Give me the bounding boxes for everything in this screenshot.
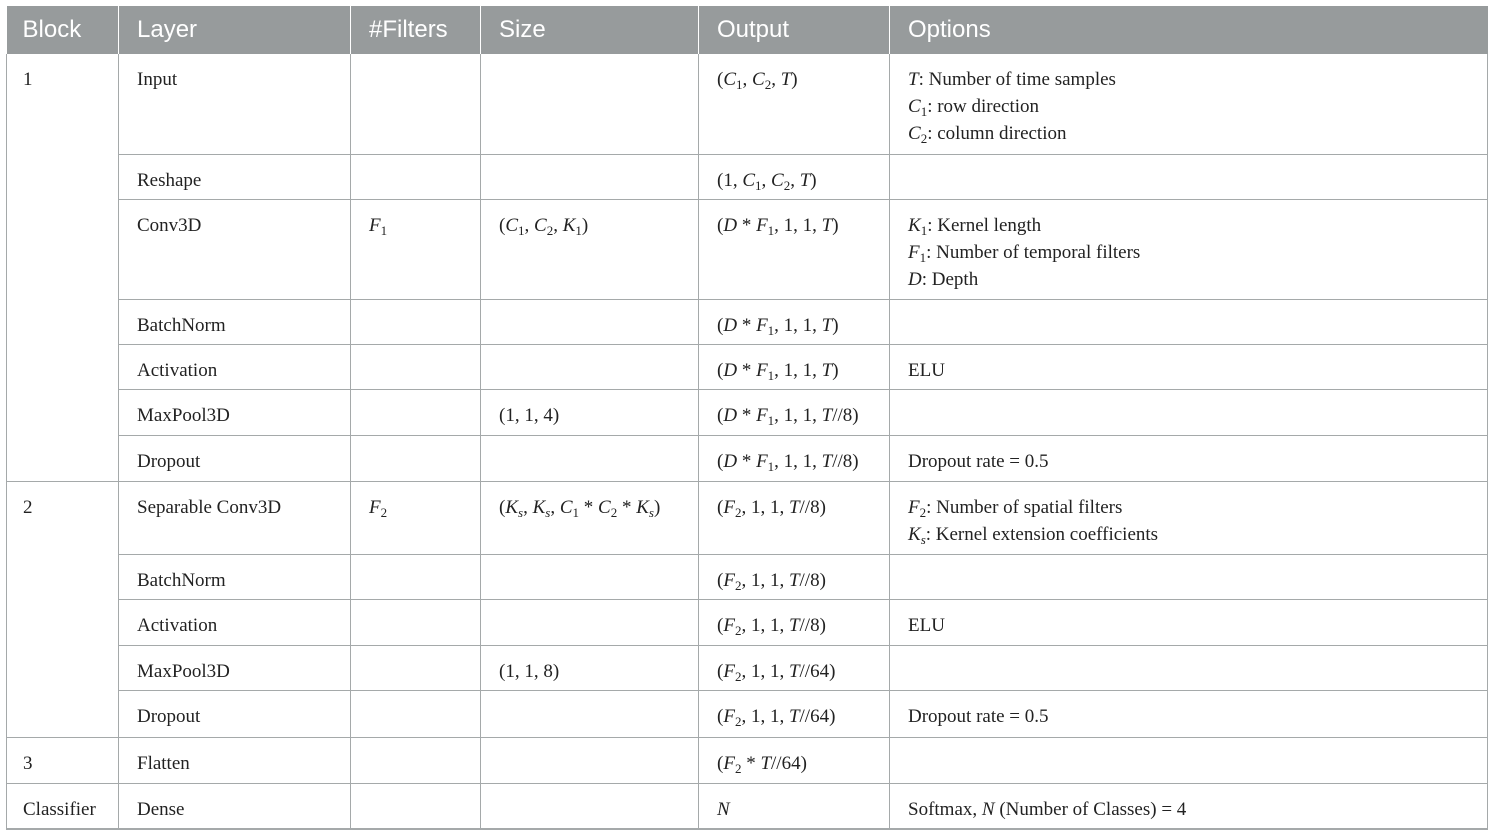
options-cell <box>890 435 1488 481</box>
table-row <box>7 690 1488 737</box>
output-cell: ($F_2$, 1, 1, T//8) <box>699 599 890 645</box>
options-cell <box>890 645 1488 690</box>
table-row <box>7 154 1488 199</box>
table-row <box>7 54 1488 154</box>
options-cell <box>890 199 1488 299</box>
output-cell: ($D * F_1$, 1, 1, T) <box>699 344 890 389</box>
layer-cell: MaxPool3D <box>119 645 351 690</box>
table-row <box>7 435 1488 481</box>
size-cell <box>481 599 699 645</box>
size-cell: ($K_s$, $K_s$, $C_1 * C_2 * K_s$) <box>481 481 699 554</box>
filters-cell <box>351 737 481 783</box>
filters-cell <box>351 690 481 737</box>
architecture-table <box>6 6 1488 830</box>
options-cell <box>890 344 1488 389</box>
output-cell: ($F_2$, 1, 1, T//64) <box>699 690 890 737</box>
size-cell <box>481 344 699 389</box>
table-row <box>7 645 1488 690</box>
layer-cell: Dropout <box>119 435 351 481</box>
header-output: Output <box>699 6 890 54</box>
table-row <box>7 783 1488 829</box>
option-line: $C_2$: column direction <box>908 123 1067 146</box>
option-line: ELU <box>908 359 945 381</box>
layer-cell: Reshape <box>119 154 351 199</box>
size-cell <box>481 783 699 829</box>
output-cell: ($F_2$, 1, 1, T//64) <box>699 645 890 690</box>
options-cell <box>890 299 1488 344</box>
table-row <box>7 199 1488 299</box>
filters-cell: $F_2$ <box>351 481 481 554</box>
options-cell <box>890 599 1488 645</box>
option-line: $F_1$: Number of temporal filters <box>908 241 1141 265</box>
block-cell: 1 <box>7 54 119 481</box>
output-cell: ($D * F_1$, 1, 1, T//8) <box>699 435 890 481</box>
size-cell <box>481 54 699 154</box>
options-cell <box>890 389 1488 435</box>
table-header <box>7 6 1488 54</box>
table-row <box>7 481 1488 554</box>
block-cell: 3 <box>7 737 119 783</box>
output-cell: ($F_2$, 1, 1, T//8) <box>699 481 890 554</box>
filters-cell <box>351 645 481 690</box>
options-cell <box>890 54 1488 154</box>
output-cell: $(F_2 * T//64)$ <box>699 737 890 783</box>
layer-cell: BatchNorm <box>119 554 351 599</box>
layer-cell: Activation <box>119 599 351 645</box>
layer-cell: Input <box>119 54 351 154</box>
layer-cell: Flatten <box>119 737 351 783</box>
header-size: Size <box>481 6 699 54</box>
filters-cell <box>351 599 481 645</box>
block-cell: 2 <box>7 481 119 737</box>
options-cell <box>890 690 1488 737</box>
option-line: $K_s$: Kernel extension coefficients <box>908 523 1159 547</box>
output-cell: (1, $C_1$, $C_2$, T) <box>699 154 890 199</box>
layer-cell: Activation <box>119 344 351 389</box>
option-line: Softmax, N (Number of Classes) = 4 <box>908 798 1187 820</box>
header-layer: Layer <box>119 6 351 54</box>
header-filters: #Filters <box>351 6 481 54</box>
filters-cell <box>351 389 481 435</box>
table-row <box>7 344 1488 389</box>
table-body <box>7 54 1488 829</box>
size-cell: ($C_1$, $C_2$, $K_1$) <box>481 199 699 299</box>
option-line: $C_1$: row direction <box>908 96 1040 119</box>
filters-cell <box>351 299 481 344</box>
option-line: ELU <box>908 614 945 636</box>
size-cell <box>481 554 699 599</box>
output-cell: ($C_1$, $C_2$, T) <box>699 54 890 154</box>
output-cell: N <box>699 783 890 829</box>
size-cell <box>481 299 699 344</box>
layer-cell: Dense <box>119 783 351 829</box>
option-line: T: Number of time samples <box>908 69 1116 90</box>
option-line: D: Depth <box>908 268 979 290</box>
option-line: Dropout rate = 0.5 <box>908 450 1049 472</box>
output-cell: ($D * F_1$, 1, 1, T) <box>699 299 890 344</box>
layer-cell: Dropout <box>119 690 351 737</box>
layer-cell: Separable Conv3D <box>119 481 351 554</box>
layer-cell: Conv3D <box>119 199 351 299</box>
size-cell <box>481 154 699 199</box>
filters-cell <box>351 344 481 389</box>
output-cell: ($F_2$, 1, 1, T//8) <box>699 554 890 599</box>
layer-cell: MaxPool3D <box>119 389 351 435</box>
options-cell <box>890 154 1488 199</box>
options-cell <box>890 554 1488 599</box>
size-cell: (1, 1, 8) <box>481 645 699 690</box>
table-row <box>7 599 1488 645</box>
output-cell: ($D * F_1$, 1, 1, T//8) <box>699 389 890 435</box>
filters-cell <box>351 435 481 481</box>
output-cell: ($D * F_1$, 1, 1, T) <box>699 199 890 299</box>
header-block: Block <box>22 16 82 43</box>
size-cell <box>481 435 699 481</box>
table-row <box>7 389 1488 435</box>
size-cell: (1, 1, 4) <box>481 389 699 435</box>
filters-cell <box>351 554 481 599</box>
layer-cell: BatchNorm <box>119 299 351 344</box>
filters-cell <box>351 783 481 829</box>
table-row <box>7 299 1488 344</box>
options-cell <box>890 783 1488 829</box>
filters-cell <box>351 154 481 199</box>
option-line: $K_1$: Kernel length <box>908 214 1042 238</box>
options-cell <box>890 737 1488 783</box>
table-row <box>7 554 1488 599</box>
option-line: $F_2$: Number of spatial filters <box>908 496 1123 520</box>
filters-cell: $F_1$ <box>351 199 481 299</box>
block-cell: Classifier <box>7 783 119 829</box>
filters-cell <box>351 54 481 154</box>
size-cell <box>481 690 699 737</box>
options-cell <box>890 481 1488 554</box>
header-row <box>7 6 1488 54</box>
size-cell <box>481 737 699 783</box>
option-line: Dropout rate = 0.5 <box>908 705 1049 727</box>
header-options: Options <box>890 6 1488 54</box>
table-row <box>7 737 1488 783</box>
